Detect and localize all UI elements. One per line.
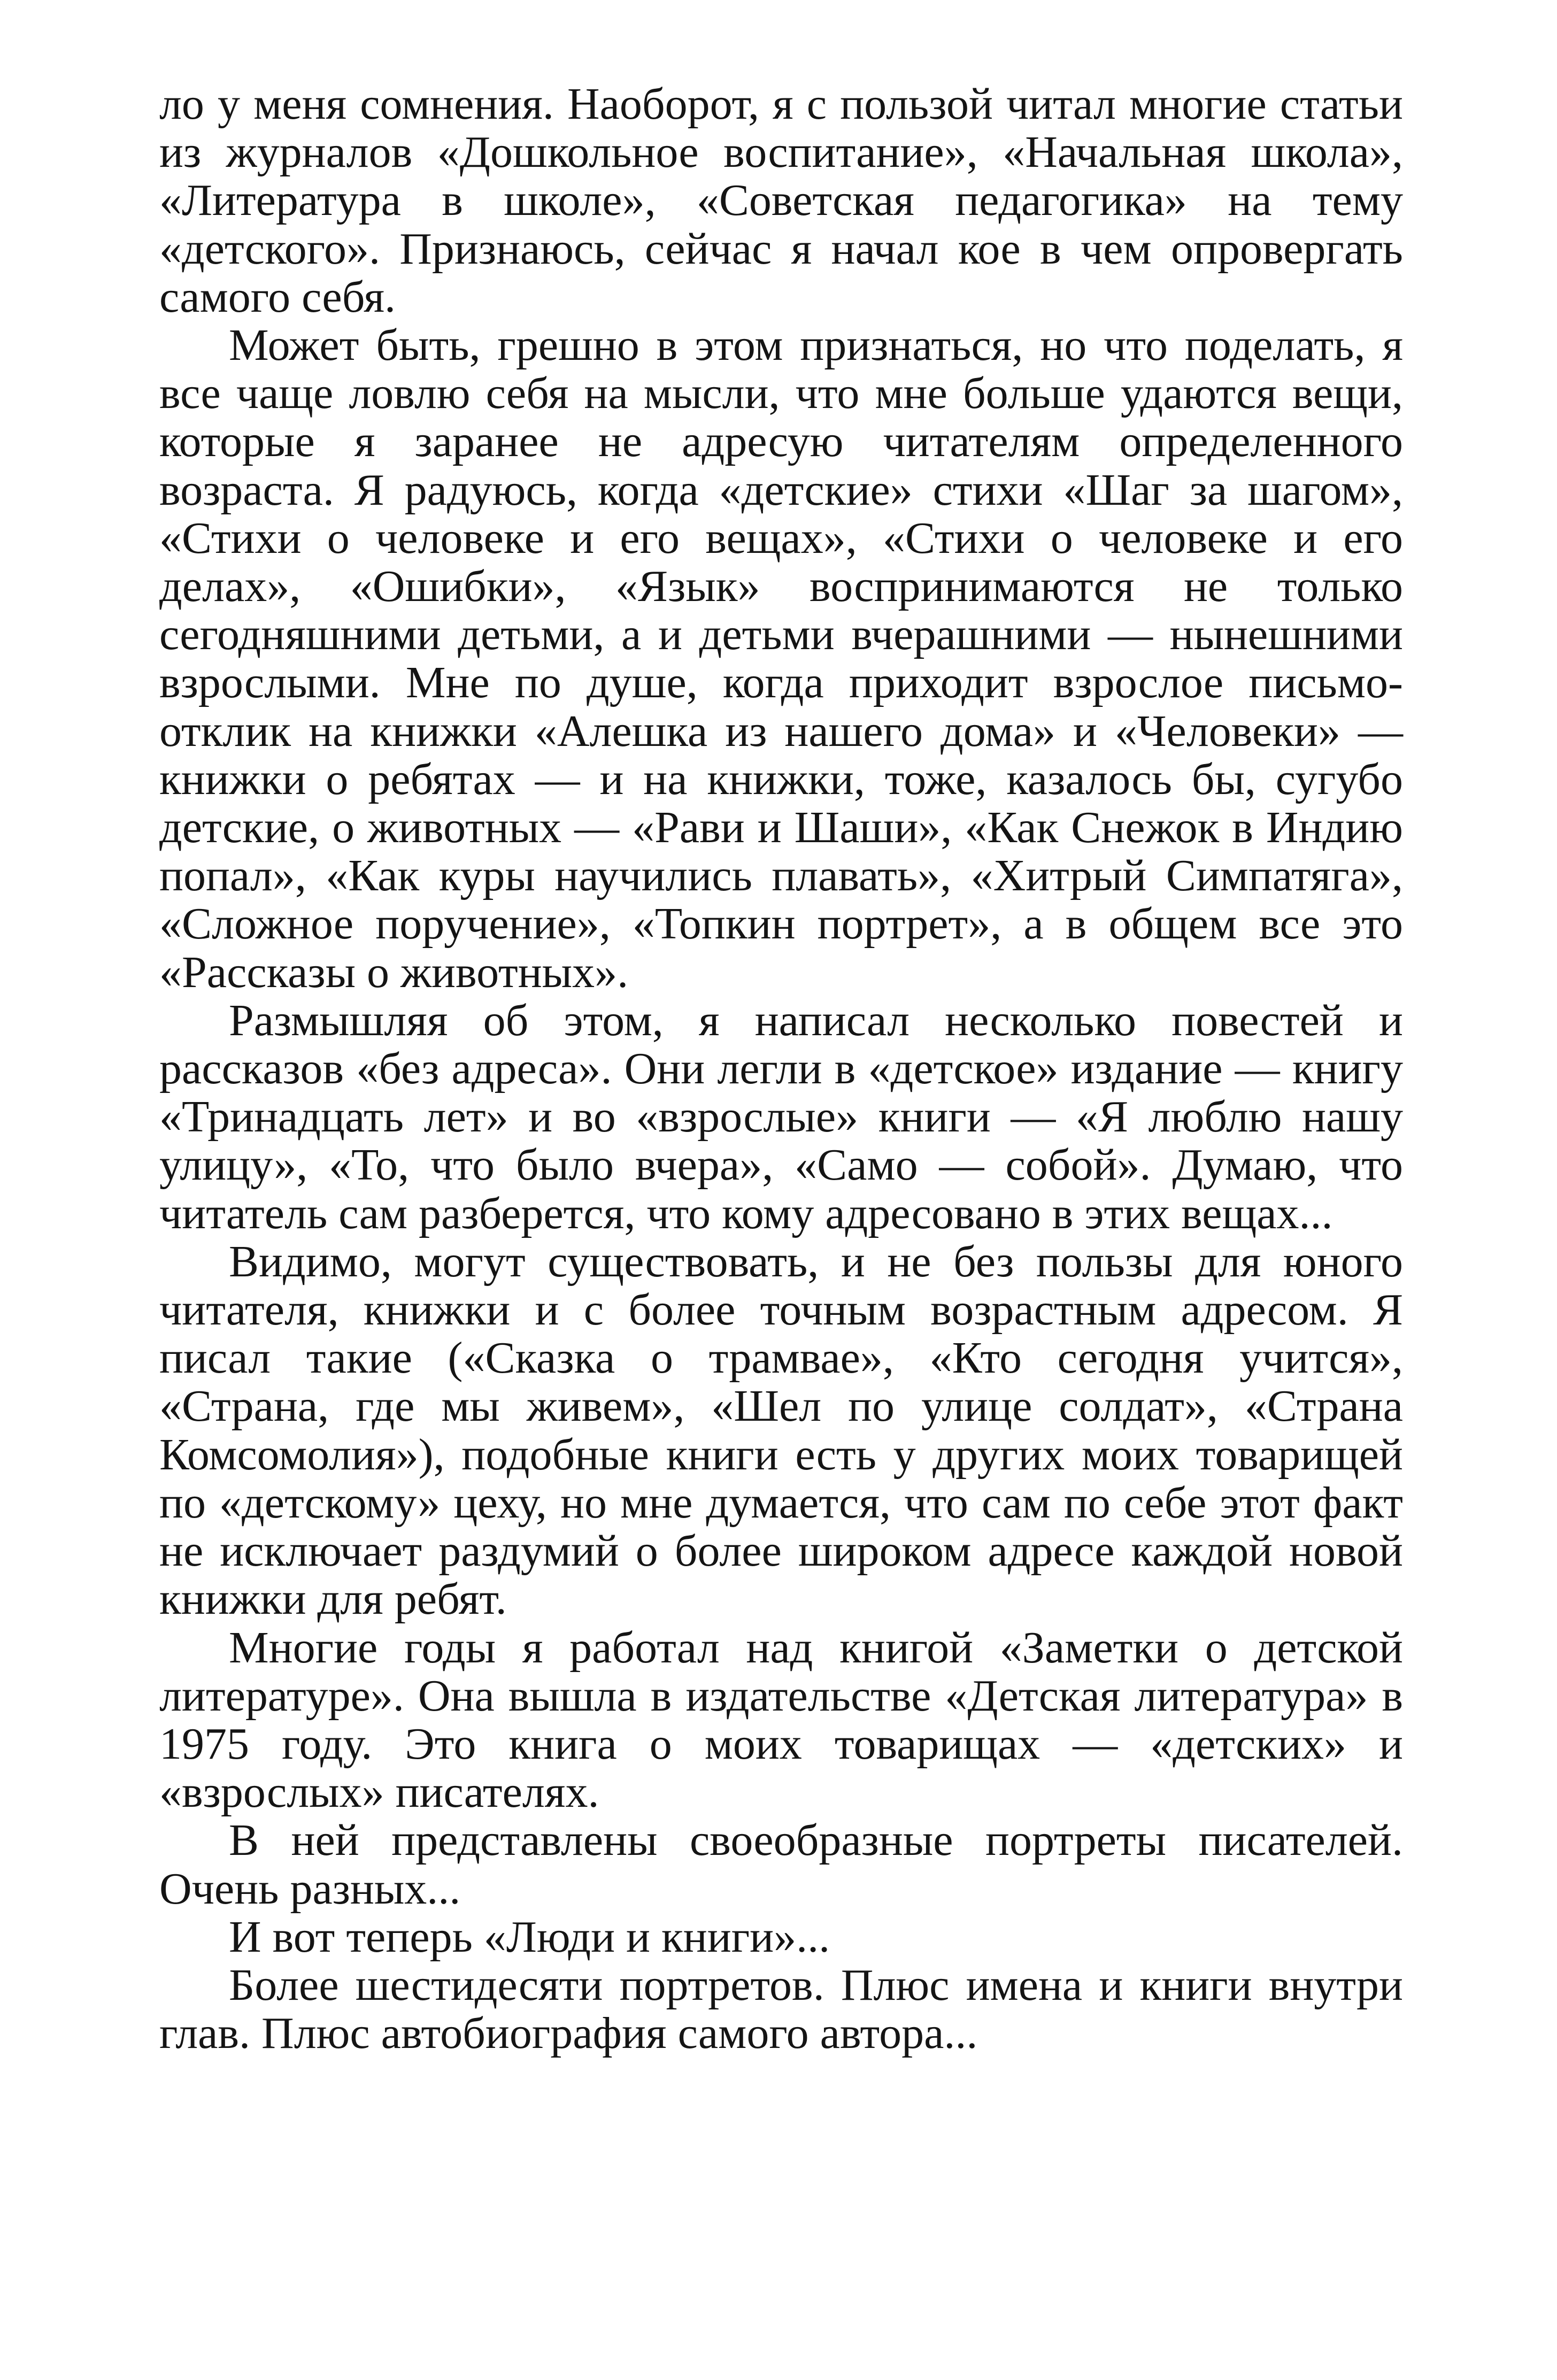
paragraph: Размышляя об этом, я написал несколько повестей и рассказов «без адреса». Они легли в «детское» издание — книгу «Тринадцать лет» и во «взрослые» книги — «Я люблю нашу улицу», «То, что было вчера», «Само — собой». Думаю, что читатель сам разберется, что кому адресовано в этих вещах... — [159, 995, 1403, 1238]
paragraph: И вот теперь «Люди и книги»... — [229, 1912, 830, 1962]
paragraph: Видимо, могут существовать, и не без пользы для юного читателя, книжки и с более точным возрастным адресом. Я писал такие («Сказка о трамвае», «Кто сегодня учится», «Страна, где мы живем», «Шел по улице солдат», «Страна Комсомолия»), подобные книги есть у других моих товарищей по «детскому» цеху, но мне думается, что сам по себе этот факт не исключает раздумий о более широком адресе каждой новой книжки для ребят. — [159, 1236, 1403, 1624]
paragraph: Многие годы я работал над книгой «Заметки о детской литературе». Она вышла в издательстве «Детская литература» в 1975 году. Это книга о моих товарищах — «детских» и «взрослых» писателях. — [159, 1622, 1403, 1817]
paragraph-continuation: ло у меня сомнения. Наоборот, я с пользой читал многие статьи из журналов «Дошкольное воспитание», «Начальная школа», «Литература в школе», «Советская педагогика» на тему «детского». Признаюсь, сейчас я начал кое в чем опровергать самого себя. — [159, 79, 1403, 322]
paragraph: Более шестидесяти портретов. Плюс имена и книги внутри глав. Плюс автобиография самого автора... — [159, 1960, 1403, 2059]
document-page — [159, 80, 1403, 2058]
paragraph: В ней представлены своеобразные портреты писателей. Очень разных... — [159, 1815, 1403, 1914]
paragraph: Может быть, грешно в этом признаться, но что поделать, я все чаще ловлю себя на мысли, что мне больше удаются вещи, которые я заранее не адресую читателям определенного возраста. Я радуюсь, когда «детские» стихи «Шаг за шагом», «Стихи о человеке и его вещах», «Стихи о человеке и его делах», «Ошибки», «Язык» воспринимаются не только сегодняшними детьми, а и детьми вчерашними — нынешними взрослыми. Мне по душе, когда приходит взрослое письмо-отклик на книжки «Алешка из нашего дома» и «Человеки» — книжки о ребятах — и на книжки, тоже, казалось бы, сугубо детские, о животных — «Рави и Шаши», «Как Снежок в Индию попал», «Как куры научились плавать», «Хитрый Симпатяга», «Сложное поручение», «Топкин портрет», а в общем все это «Рассказы о животных». — [159, 320, 1403, 997]
